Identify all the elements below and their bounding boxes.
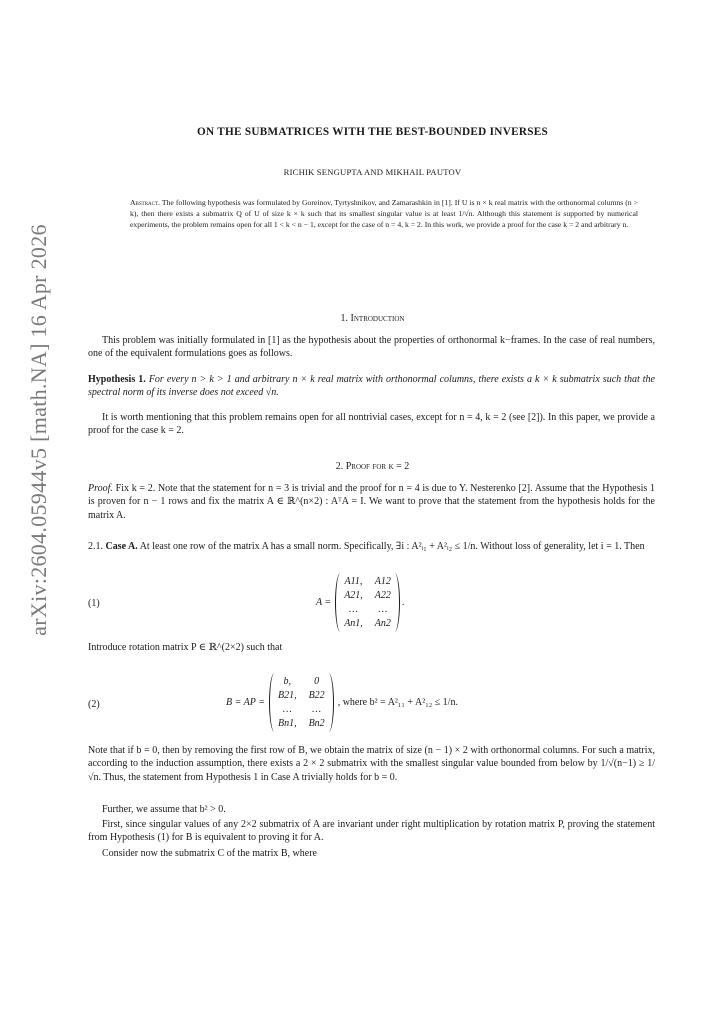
matrix-cell: A22	[374, 590, 391, 601]
matrix-cell: 0	[314, 676, 320, 687]
case-a-number: 2.1.	[88, 541, 103, 552]
matrix-cell: A12	[374, 576, 391, 587]
matrix-cell: B21,	[277, 690, 297, 701]
matrix-cell: An1,	[344, 618, 363, 629]
matrix-cell: A21,	[344, 590, 363, 601]
matrix-cell: …	[378, 604, 388, 615]
abstract	[130, 197, 638, 231]
matrix-b	[269, 673, 334, 732]
matrix-cell: B22	[308, 690, 325, 701]
abstract-label: Abstract.	[130, 198, 160, 207]
matrix-cell: Bn1,	[277, 718, 297, 729]
section-2-heading: 2. Proof for k = 2	[335, 461, 410, 472]
abstract-text: The following hypothesis was formulated by Goreinov, Tyrtyshnikov, and Zamarashkin in [1]. If U is n × k real matrix with the orthonormal columns (n > k), then there exists a submatrix Q of U of size k × k such that its smallest singular value is at least 1/√n. Although this statement is supported by numerical experiments, the problem remains open for all 1 < k < n − 1, except for the case of n = 4, k = 2. In this work, we provide a proof for the case k = 2 and arbitrary n.	[130, 198, 638, 230]
equation-1: A = A11, A12 A21, A22 … … An1, An2 .	[316, 573, 404, 632]
equation-2	[226, 673, 458, 732]
paragraph-b-zero: Note that if b = 0, then by removing the first row of B, we obtain the matrix of size (n − 1) × 2 with orthonormal columns. For such a matrix, according to the induction assumption, there exists a 2 × 2 submatrix with the smallest singular value bounded from below by 1/√(n−1) ≥ 1/√n. Thus, the statement from Hypothesis 1 in Case A trivially holds for b = 0.	[88, 745, 655, 783]
proof-label: Proof.	[88, 483, 113, 494]
matrix-cell: …	[349, 604, 358, 615]
proof-text: Fix k = 2. Note that the statement for n = 3 is trivial and the proof for n = 4 is due to Y. Nesterenko [2]. Assume that the Hypothesis 1 is proven for n − 1 rows and fix the matrix A ∈ ℝ^(n×2) : AᵀA = I. We want to prove that the statement from the hypothesis holds for the matrix A.	[88, 483, 656, 521]
hypothesis-text: For every n > k > 1 and arbitrary n × k real matrix with orthonormal columns, there exists a k × k submatrix such that the spectral norm of its inverse does not exceed √n.	[88, 374, 655, 399]
arxiv-id-text: arXiv:2604.05944v5 [math.NA] 16 Apr 2026	[26, 224, 51, 636]
paper-title: ON THE SUBMATRICES WITH THE BEST-BOUNDED INVERSES	[196, 126, 549, 138]
intro-paragraph-1: This problem was initially formulated in [1] as the hypothesis about the properties of orthonormal k−frames. In the case of real numbers, one of the equivalent formulations goes as follows.	[88, 335, 655, 360]
paragraph-first: First, since singular values of any 2×2 submatrix of A are invariant under right multiplication by rotation matrix P, proving the statement from Hypothesis (1) for B is equivalent to proving it for A.	[88, 819, 655, 844]
matrix-cell: b,	[283, 676, 292, 687]
matrix-cell: …	[282, 704, 292, 715]
equation-1-lhs: A =	[316, 597, 332, 608]
hypothesis-1	[88, 373, 655, 400]
rotation-text: Introduce rotation matrix P ∈ ℝ^(2×2) such that	[88, 642, 283, 653]
matrix-a	[335, 573, 400, 632]
proof-paragraph	[88, 482, 655, 522]
equation-2-rhs: , where b² = A²₁₁ + A²₁₂ ≤ 1/n.	[337, 697, 458, 708]
matrix-cell: …	[312, 704, 322, 715]
equation-1-number: (1)	[88, 598, 100, 609]
case-a-text: At least one row of the matrix A has a small norm. Specifically, ∃i : A²ᵢ₁ + A²ᵢ₂ ≤ 1/n. Without loss of generality, let i = 1. Then	[139, 541, 645, 552]
arxiv-sidebar-stamp	[14, 150, 64, 710]
equation-2-lhs: B = AP =	[226, 697, 265, 708]
matrix-cell: An2	[374, 618, 391, 629]
equation-2-number: (2)	[88, 699, 100, 710]
paragraph-further: Further, we assume that b² > 0.	[102, 804, 226, 815]
hypothesis-label: Hypothesis 1.	[88, 374, 146, 385]
matrix-cell: Bn2	[308, 718, 325, 729]
paragraph-consider: Consider now the submatrix C of the matrix B, where	[102, 848, 317, 859]
intro-paragraph-2: It is worth mentioning that this problem remains open for all nontrivial cases, except for n = 4, k = 2 (see [2]). In this paper, we provide a proof for the case k = 2.	[88, 412, 655, 437]
case-a-paragraph	[88, 540, 655, 553]
paper-authors: RICHIK SENGUPTA AND MIKHAIL PAUTOV	[283, 167, 462, 177]
section-1-heading: 1. Introduction	[340, 313, 405, 324]
case-a-label: Case A.	[105, 541, 138, 552]
matrix-cell: A11,	[344, 576, 363, 587]
